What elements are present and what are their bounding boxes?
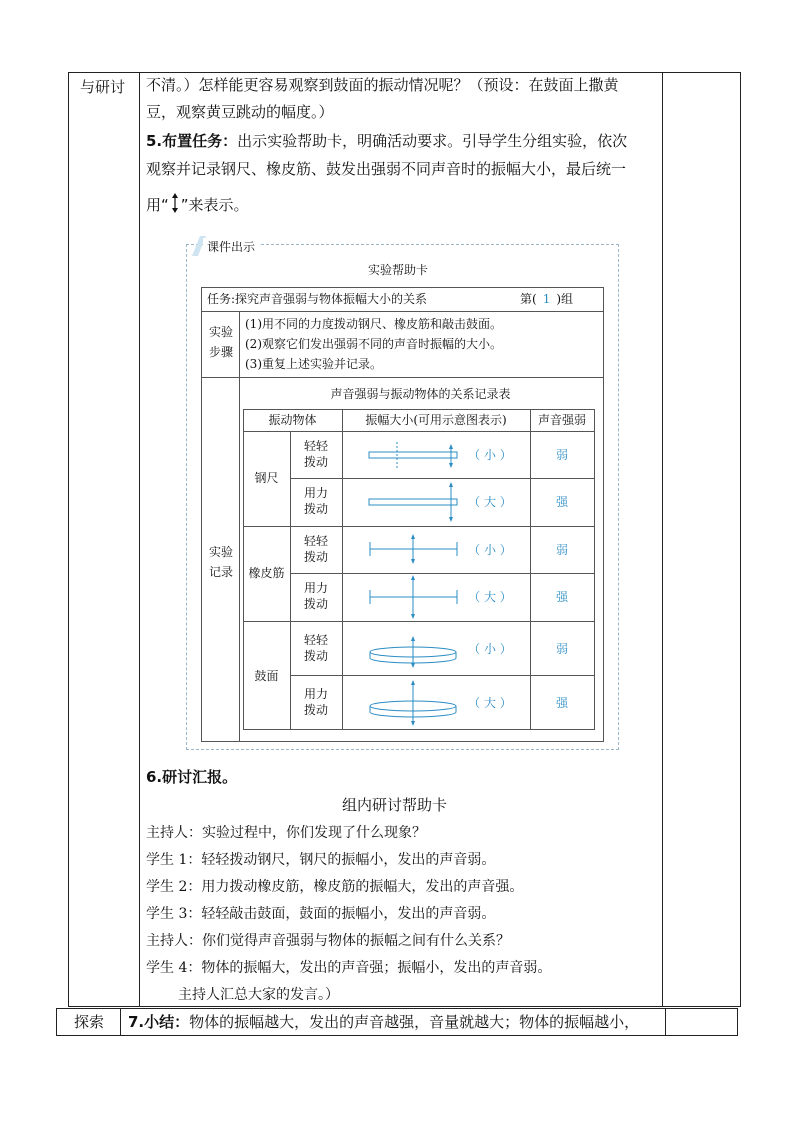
amp-label-3: （ 小 ）: [468, 543, 512, 557]
header-amplitude: 振幅大小(可用示意图表示): [365, 413, 507, 427]
card-table-row1: [201, 311, 604, 312]
discussion-line-1: 主持人：实验过程中，你们发现了什么现象？: [146, 825, 426, 841]
task-label: 任务:探究声音强弱与物体振幅大小的关系: [207, 292, 428, 306]
table-left-border: [68, 72, 69, 1006]
group-suffix: )组: [556, 292, 574, 306]
action-4: 用力 拨动: [303, 581, 328, 611]
section6-card-title: 组内研讨帮助卡: [342, 796, 448, 814]
header-object: 振动物体: [268, 413, 317, 427]
table2-right-border: [737, 1008, 738, 1035]
para5-line3: [146, 192, 249, 216]
table2-col3-divider: [665, 1008, 666, 1035]
amp-label-4: （ 大 ）: [468, 590, 512, 604]
amp-label-5: （ 小 ）: [468, 642, 512, 656]
card-table-labelcol: [239, 311, 240, 742]
para5-line1: [146, 130, 627, 152]
row-label-tansuo: 探索: [74, 1013, 105, 1031]
rubberband-big-diagram: [370, 575, 457, 619]
para5-line2: 观察并记录钢尺、橡皮筋、鼓发出强弱不同声音时的振幅大小，最后统一: [146, 160, 627, 178]
table2-left-border: [56, 1008, 57, 1035]
table-right-border: [740, 72, 741, 1006]
discussion-line-6: 学生 4：物体的振幅大，发出的声音强；振幅小，发出的声音弱。: [146, 960, 552, 976]
strength-3: 弱: [555, 543, 568, 557]
table-row-divider: [68, 1006, 741, 1007]
strength-1: 弱: [555, 448, 568, 462]
record-label-1: 实验: [208, 545, 233, 559]
record-label-2: 记录: [208, 565, 233, 579]
drum-small-diagram: [370, 636, 456, 668]
para5-line3a: 用“: [146, 196, 169, 214]
group-prefix: 第(: [520, 292, 537, 306]
card-table-right: [603, 287, 604, 742]
table2-col1-divider: [120, 1008, 121, 1035]
card-table-left: [201, 287, 202, 742]
discussion-line-2: 学生 1：轻轻拨动钢尺，钢尺的振幅小，发出的声音弱。: [146, 852, 496, 868]
amp-label-1: （ 小 ）: [468, 448, 512, 462]
action-6: 用力 拨动: [303, 687, 328, 717]
section6-heading: 6.研讨汇报。: [146, 768, 238, 786]
discussion-line-5: 主持人：你们觉得声音强弱与物体的振幅之间有什么关系？: [146, 933, 510, 949]
action-2: 用力 拨动: [303, 486, 328, 516]
ruler-big-diagram: [369, 482, 457, 522]
table-col3-divider: [662, 72, 663, 1006]
amplitude-diagrams: [343, 432, 463, 729]
strength-2: 强: [555, 495, 568, 509]
table2-top-border: [56, 1008, 738, 1009]
steps-label-2: 步骤: [208, 345, 233, 359]
step-2: (2)观察它们发出强弱不同的声音时振幅的大小。: [245, 337, 502, 351]
section7-label: 7.小结：: [128, 1013, 190, 1031]
table-top-border: [68, 72, 741, 73]
object-rubberband: 橡皮筋: [248, 566, 285, 580]
card-table-bottom: [201, 741, 604, 742]
amp-label-2: （ 大 ）: [468, 495, 512, 509]
strength-6: 强: [555, 696, 568, 710]
rt-top: [243, 409, 594, 410]
card-tab-label: 课件出示: [203, 238, 259, 255]
discussion-line-3: 学生 2：用力拨动橡皮筋，橡皮筋的振幅大，发出的声音强。: [146, 879, 524, 895]
card-title: 实验帮助卡: [368, 263, 429, 277]
section7-text: 物体的振幅越大，发出的声音越强，音量就越大；物体的振幅越小，: [189, 1013, 640, 1031]
amp-label-6: （ 大 ）: [468, 696, 512, 710]
table-col1-divider: [139, 72, 140, 1006]
strength-5: 弱: [555, 642, 568, 656]
card-tab-decoration: [192, 236, 202, 254]
discussion-line-7: 主持人汇总大家的发言。）: [178, 987, 339, 1003]
para5-label: 5.布置任务：: [146, 132, 238, 150]
para5-line3b: ”来表示。: [180, 196, 249, 214]
object-drum: 鼓面: [254, 669, 279, 683]
record-table-title: 声音强弱与振动物体的关系记录表: [330, 387, 511, 401]
rt-bottom: [243, 729, 594, 730]
row-label-yantao: 与研讨: [80, 78, 126, 96]
group-number: [520, 291, 573, 307]
object-ruler: 钢尺: [254, 471, 279, 485]
para1-line1: 不清。）怎样能更容易观察到鼓面的振动情况呢？（预设：在鼓面上撒黄: [146, 76, 619, 94]
action-1: 轻轻 拨动: [303, 439, 328, 469]
step-1: (1)用不同的力度拨动钢尺、橡皮筋和敲击鼓面。: [245, 317, 502, 331]
action-3: 轻轻 拨动: [303, 534, 328, 564]
steps-label-1: 实验: [208, 325, 233, 339]
discussion-line-4: 学生 3：轻轻敲击鼓面，鼓面的振幅小，发出的声音弱。: [146, 906, 496, 922]
section7-line: [128, 1011, 639, 1033]
ruler-small-diagram: [369, 442, 457, 468]
rubberband-small-diagram: [370, 534, 457, 564]
card-table-row2: [201, 377, 604, 378]
header-strength: 声音强弱: [537, 413, 586, 427]
step-3: (3)重复上述实验并记录。: [245, 357, 382, 371]
rt-right: [594, 409, 595, 730]
drum-big-diagram: [370, 680, 456, 726]
table2-bottom-border: [56, 1035, 738, 1036]
para1-line2: 豆，观察黄豆跳动的幅度。）: [146, 103, 334, 121]
action-5: 轻轻 拨动: [303, 633, 328, 663]
para5-text1: 出示实验帮助卡，明确活动要求。引导学生分组实验，依次: [237, 132, 628, 150]
card-table-top: [201, 287, 604, 288]
vertical-double-arrow-icon: [169, 192, 181, 214]
strength-4: 强: [555, 590, 568, 604]
group-number-value: 1: [542, 292, 551, 306]
